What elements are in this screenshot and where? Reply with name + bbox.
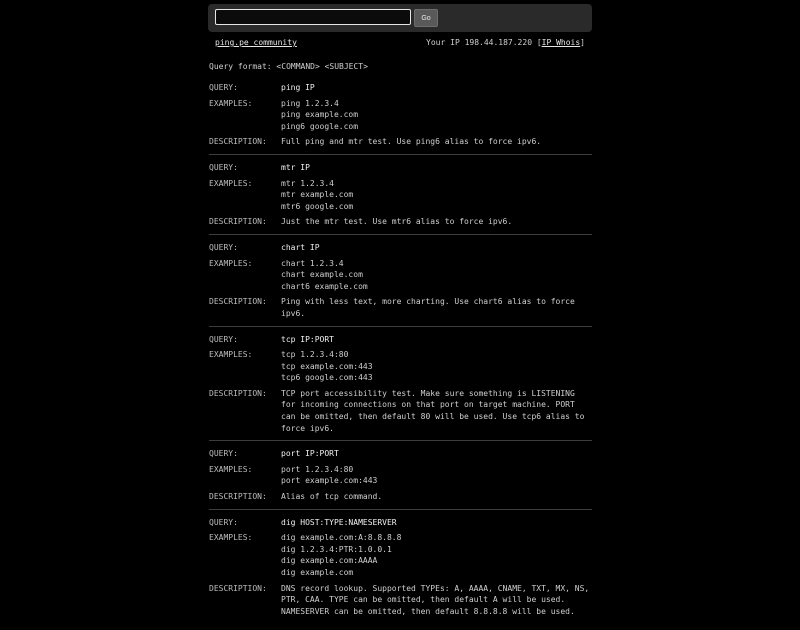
examples-row — [209, 258, 592, 293]
query-label: QUERY: — [209, 517, 238, 527]
description-label: DESCRIPTION: — [209, 492, 267, 502]
query-row — [209, 82, 592, 94]
examples-row — [209, 532, 592, 578]
query-value: tcp IP:PORT — [281, 334, 334, 344]
command-block — [209, 334, 592, 442]
query-format-text: Query format: <COMMAND> <SUBJECT> — [209, 62, 368, 71]
example-line: chart 1.2.3.4 — [281, 258, 344, 268]
description-value: DNS record lookup. Supported TYPEs: A, AAAA, CNAME, TXT, MX, NS, PTR, CAA. TYPE can be omitted, then default A will be used. NAMESERVER can be omitted, then default 8.8.8.8 will be used. — [281, 583, 590, 616]
example-line: ping6 google.com — [281, 121, 359, 131]
go-button[interactable]: Go — [414, 9, 438, 27]
query-label: QUERY: — [209, 334, 238, 344]
example-line: port example.com:443 — [281, 476, 378, 486]
example-line: mtr6 google.com — [281, 201, 354, 211]
subheader — [209, 38, 592, 50]
query-label: QUERY: — [209, 449, 238, 459]
query-value: port IP:PORT — [281, 449, 339, 459]
example-line: mtr 1.2.3.4 — [281, 178, 334, 188]
description-label: DESCRIPTION: — [209, 297, 267, 307]
examples-value — [281, 178, 592, 213]
example-line: mtr example.com — [281, 190, 354, 200]
command-input[interactable] — [215, 9, 411, 25]
examples-value — [281, 258, 592, 293]
query-row — [209, 242, 592, 254]
example-line: dig example.com — [281, 568, 354, 577]
example-line: tcp6 google.com:443 — [281, 373, 373, 383]
examples-row — [209, 464, 592, 487]
query-label: QUERY: — [209, 83, 238, 92]
example-line: ping example.com — [281, 110, 359, 120]
description-row — [209, 216, 592, 228]
examples-label: EXAMPLES: — [209, 350, 253, 360]
examples-label: EXAMPLES: — [209, 533, 253, 543]
query-value: mtr IP — [281, 162, 310, 172]
ip-whois-link[interactable]: IP Whois — [541, 38, 581, 47]
description-value: Full ping and mtr test. Use ping6 alias to force ipv6. — [281, 137, 542, 147]
query-value: chart IP — [281, 242, 320, 252]
description-row — [209, 388, 592, 434]
query-label: QUERY: — [209, 242, 238, 252]
description-row — [209, 296, 592, 319]
query-row — [209, 162, 592, 174]
description-value: Ping with less text, more charting. Use chart6 alias to force ipv6. — [281, 297, 575, 318]
description-label: DESCRIPTION: — [209, 217, 267, 227]
command-list — [209, 82, 592, 630]
examples-row — [209, 98, 592, 133]
description-value: Just the mtr test. Use mtr6 alias to force ipv6. — [281, 217, 513, 227]
ip-suffix: ] — [580, 38, 585, 47]
query-row — [209, 517, 592, 529]
examples-value — [281, 98, 592, 133]
ip-info — [426, 38, 585, 47]
query-row — [209, 334, 592, 346]
description-label: DESCRIPTION: — [209, 583, 267, 593]
example-line: dig example.com:AAAA — [281, 556, 378, 566]
examples-row — [209, 178, 592, 213]
description-row — [209, 136, 592, 148]
example-line: dig 1.2.3.4:PTR:1.0.0.1 — [281, 544, 392, 554]
example-line: ping 1.2.3.4 — [281, 98, 339, 108]
ip-address-text: Your IP 198.44.187.220 [ — [426, 38, 542, 47]
examples-label: EXAMPLES: — [209, 98, 253, 108]
examples-value — [281, 349, 592, 384]
example-line: chart example.com — [281, 270, 363, 280]
examples-row — [209, 349, 592, 384]
description-value: Alias of tcp command. — [281, 492, 383, 502]
command-block — [209, 82, 592, 155]
community-link[interactable]: ping.pe community — [215, 38, 297, 47]
description-label: DESCRIPTION: — [209, 137, 267, 147]
query-value: dig HOST:TYPE:NAMESERVER — [281, 517, 397, 527]
query-label: QUERY: — [209, 162, 238, 172]
command-block — [209, 517, 592, 624]
query-row — [209, 448, 592, 460]
command-block — [209, 242, 592, 327]
command-block — [209, 162, 592, 235]
description-row — [209, 491, 592, 503]
examples-value — [281, 532, 592, 578]
example-line: tcp example.com:443 — [281, 361, 373, 371]
examples-label: EXAMPLES: — [209, 258, 253, 268]
description-row — [209, 583, 592, 618]
example-line: tcp 1.2.3.4:80 — [281, 350, 349, 360]
examples-label: EXAMPLES: — [209, 178, 253, 188]
examples-value — [281, 464, 592, 487]
example-line: port 1.2.3.4:80 — [281, 464, 354, 474]
example-line: chart6 example.com — [281, 281, 368, 291]
query-value: ping IP — [281, 83, 315, 92]
command-block — [209, 448, 592, 509]
description-value: TCP port accessibility test. Make sure something is LISTENING for incoming connections on that port on target machine. PORT can be omitted, then default 80 will be used. Use tcp6 alias to force ipv6. — [281, 388, 585, 433]
examples-label: EXAMPLES: — [209, 464, 253, 474]
example-line: dig example.com:A:8.8.8.8 — [281, 533, 402, 543]
search-bar — [208, 4, 592, 32]
description-label: DESCRIPTION: — [209, 388, 267, 398]
